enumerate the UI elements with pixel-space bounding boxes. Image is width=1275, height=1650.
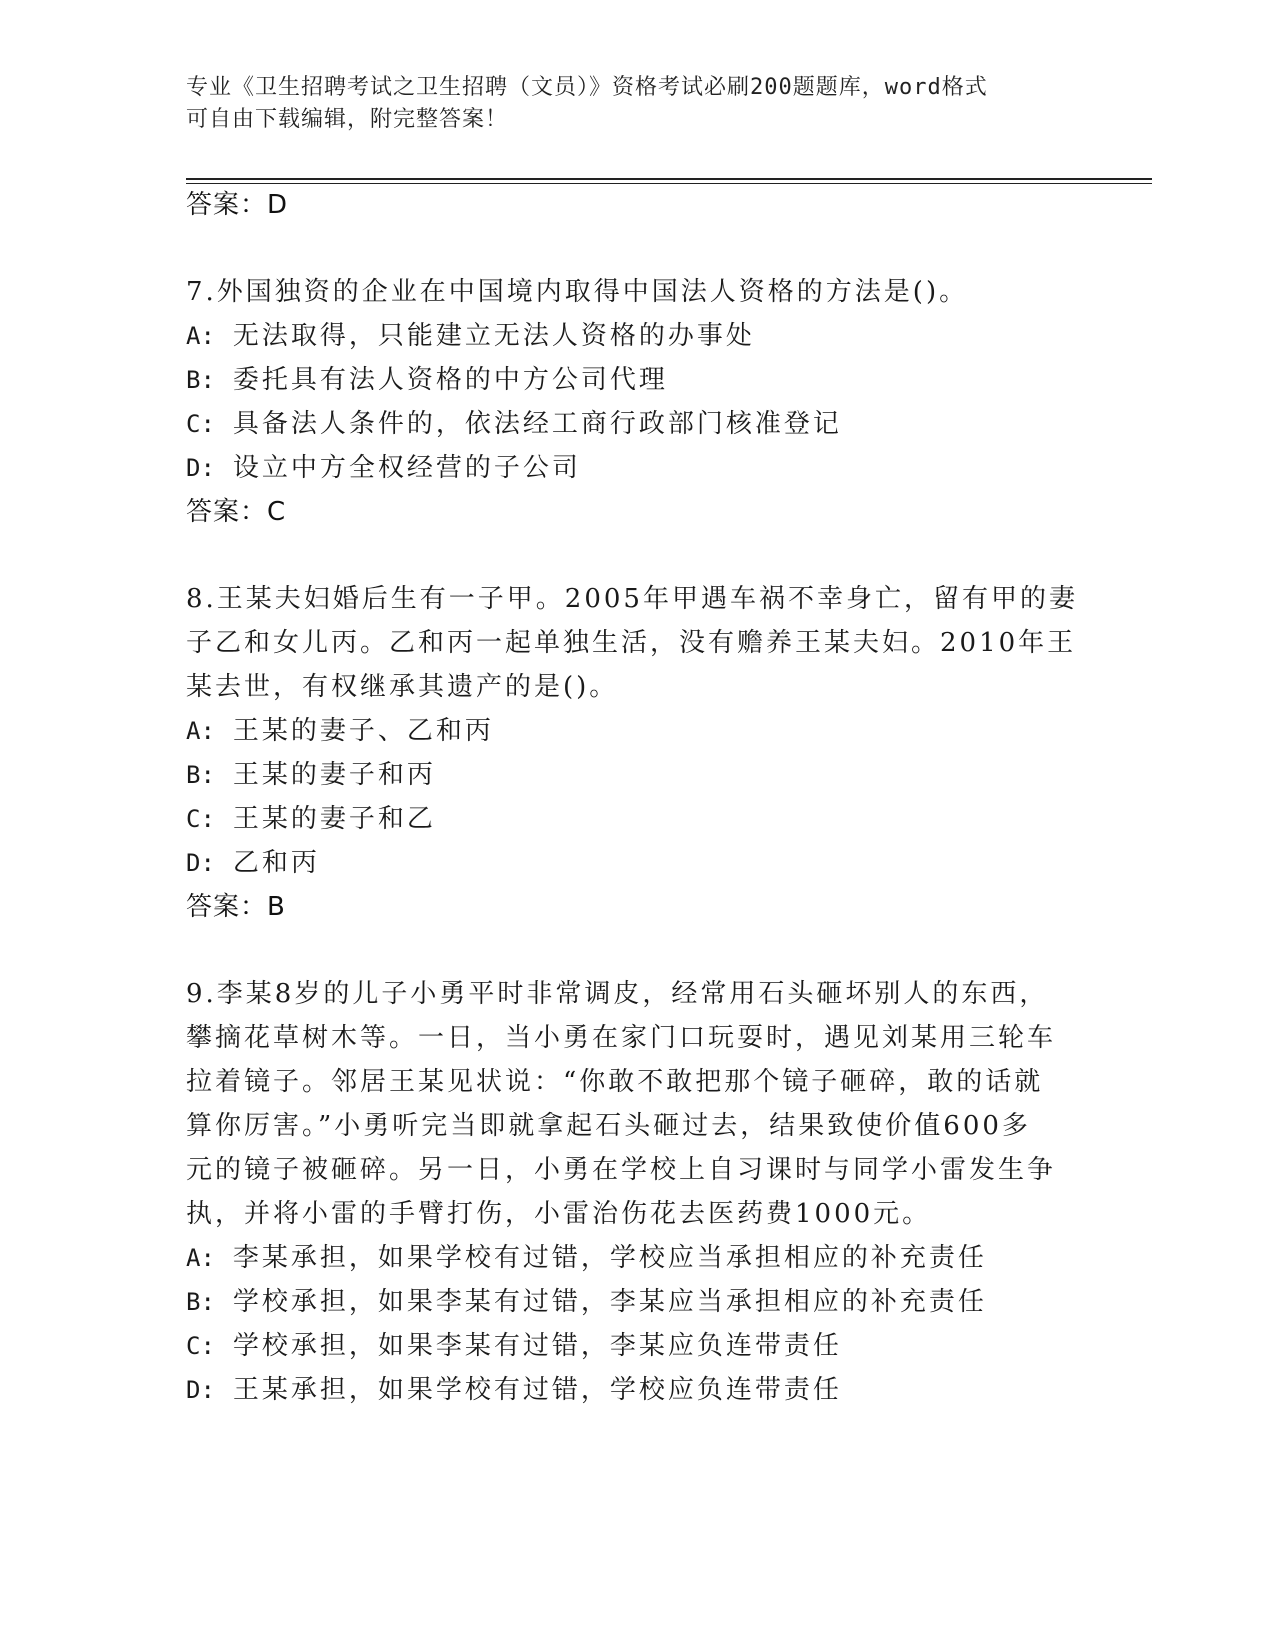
question-8-option-d — [186, 842, 320, 879]
question-9-option-d — [186, 1369, 842, 1406]
question-9-stem-line-2: 攀摘花草树木等。一日，当小勇在家门口玩耍时，遇见刘某用三轮车 — [186, 1023, 1057, 1053]
option-letter: D: — [186, 1376, 215, 1404]
option-letter: B: — [186, 1288, 215, 1316]
prev-answer: 答案：D — [186, 190, 289, 220]
option-letter: C: — [186, 805, 215, 833]
option-text: 王某的妻子和丙 — [232, 760, 436, 790]
option-letter: D: — [186, 849, 215, 877]
question-7-answer: 答案：C — [186, 497, 287, 527]
option-letter: C: — [186, 1332, 215, 1360]
question-9-option-a — [186, 1237, 987, 1274]
option-text: 委托具有法人资格的中方公司代理 — [232, 365, 668, 395]
option-text: 学校承担，如果李某有过错，李某应当承担相应的补充责任 — [232, 1287, 987, 1317]
question-8-option-b — [186, 754, 436, 791]
question-8-stem-line-2: 子乙和女儿丙。乙和丙一起单独生活，没有赡养王某夫妇。2010年王 — [186, 628, 1077, 658]
header-line-2: 可自由下载编辑，附完整答案！ — [186, 107, 509, 132]
question-8-option-a — [186, 710, 494, 747]
document-header — [186, 72, 1066, 136]
question-9-option-c — [186, 1325, 842, 1362]
option-letter: B: — [186, 366, 215, 394]
question-9-stem-line-3: 拉着镜子。邻居王某见状说：“你敢不敢把那个镜子砸碎，敢的话就 — [186, 1067, 1044, 1097]
question-8-stem-line-3: 某去世，有权继承其遗产的是()。 — [186, 672, 619, 702]
question-9-option-b — [186, 1281, 987, 1318]
question-8-stem-line-1: 8.王某夫妇婚后生有一子甲。2005年甲遇车祸不幸身亡，留有甲的妻 — [186, 584, 1078, 614]
question-9-stem-line-1: 9.李某8岁的儿子小勇平时非常调皮，经常用石头砸坏别人的东西， — [186, 979, 1049, 1009]
header-line-1: 专业《卫生招聘考试之卫生招聘（文员）》资格考试必刷200题题库，word格式 — [186, 75, 988, 100]
header-rule-thin — [186, 183, 1152, 184]
question-7-option-c — [186, 403, 842, 440]
question-7-option-a — [186, 315, 755, 352]
question-8-option-c — [186, 798, 436, 835]
option-text: 李某承担，如果学校有过错，学校应当承担相应的补充责任 — [232, 1243, 987, 1273]
question-9-stem-line-5: 元的镜子被砸碎。另一日，小勇在学校上自习课时与同学小雷发生争 — [186, 1155, 1057, 1185]
option-letter: D: — [186, 454, 215, 482]
option-text: 学校承担，如果李某有过错，李某应负连带责任 — [232, 1331, 842, 1361]
question-8-answer: 答案：B — [186, 892, 286, 922]
question-7-option-b — [186, 359, 668, 396]
question-7-stem-line-1: 7.外国独资的企业在中国境内取得中国法人资格的方法是()。 — [186, 277, 969, 307]
option-text: 王某的妻子、乙和丙 — [232, 716, 494, 746]
option-letter: A: — [186, 1244, 215, 1272]
option-text: 王某的妻子和乙 — [232, 804, 436, 834]
option-letter: A: — [186, 717, 215, 745]
option-text: 设立中方全权经营的子公司 — [232, 453, 581, 483]
option-text: 具备法人条件的，依法经工商行政部门核准登记 — [232, 409, 842, 439]
option-text: 无法取得，只能建立无法人资格的办事处 — [232, 321, 755, 351]
question-7-option-d — [186, 447, 581, 484]
question-9-stem-line-6: 执，并将小雷的手臂打伤，小雷治伤花去医药费1000元。 — [186, 1199, 932, 1229]
option-text: 王某承担，如果学校有过错，学校应负连带责任 — [232, 1375, 842, 1405]
option-letter: C: — [186, 410, 215, 438]
option-text: 乙和丙 — [232, 848, 320, 878]
question-9-stem-line-4: 算你厉害。”小勇听完当即就拿起石头砸过去，结果致使价值600多 — [186, 1111, 1031, 1141]
option-letter: B: — [186, 761, 215, 789]
header-rule-thick — [186, 178, 1152, 180]
option-letter: A: — [186, 322, 215, 350]
